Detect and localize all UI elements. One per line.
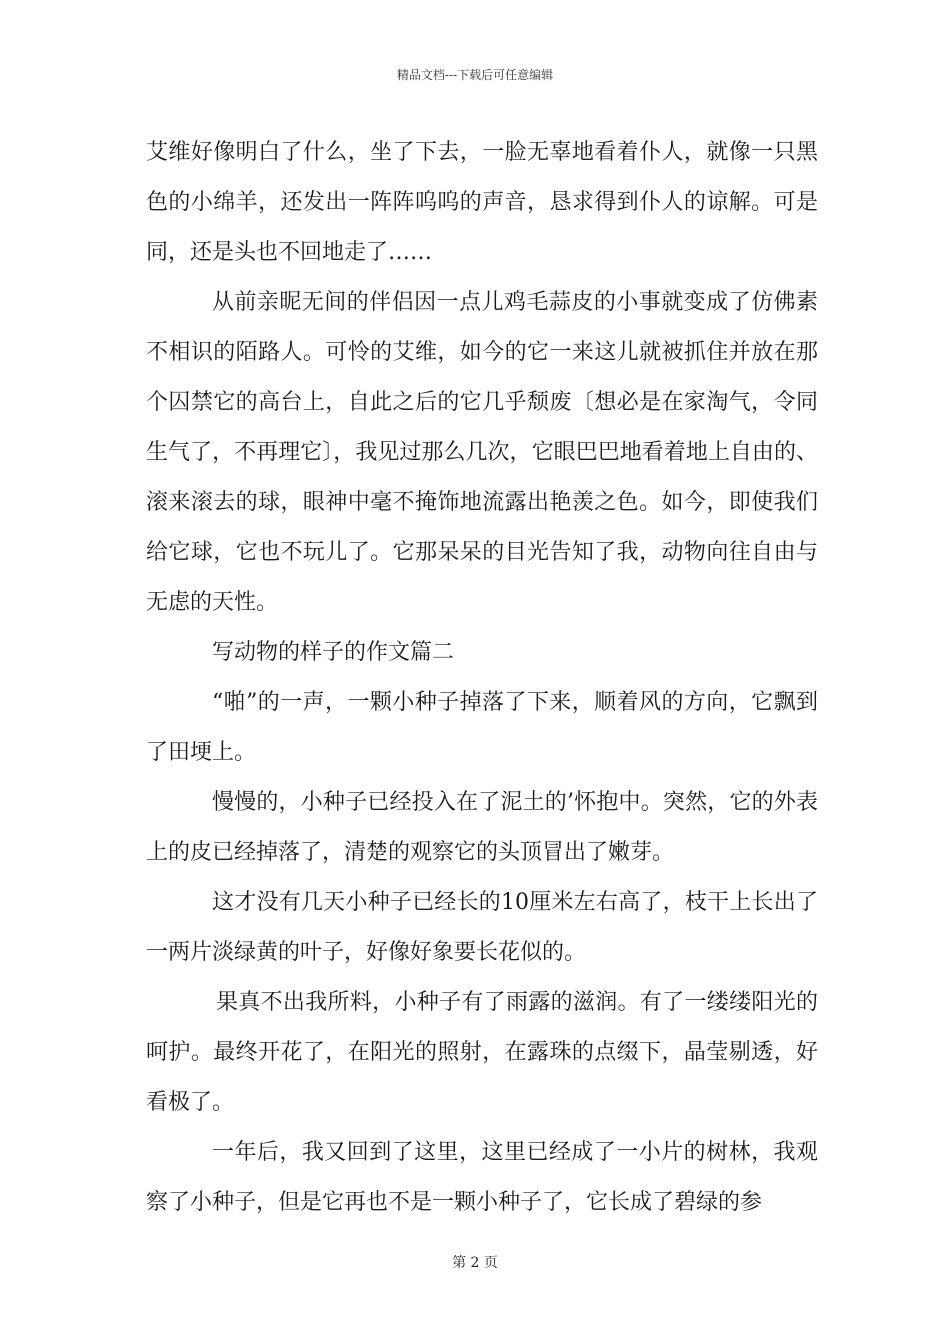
paragraph: 这才没有几天小种子已经长的10厘米左右高了，枝干上长出了一两片淡绿黄的叶子，好像好象要长花似的。	[146, 890, 818, 965]
paragraph: 慢慢的，小种子已经投入在了泥土的’怀抱中。突然，它的外表上的皮已经掉落了，清楚的观察它的头顶冒出了嫩芽。	[146, 790, 818, 865]
paragraph: 一年后，我又回到了这里，这里已经成了一小片的树林，我观察了小种子，但是它再也不是一颗小种子了，它长成了碧绿的参	[146, 1140, 818, 1215]
section-heading: 写动物的样子的作文篇二	[212, 640, 455, 665]
page-number: 第 2 页	[452, 1255, 498, 1271]
paragraph: 从前亲昵无间的伴侣因一点儿鸡毛蒜皮的小事就变成了仿佛素不相识的陌路人。可怜的艾维，如今的它一来这儿就被抓住并放在那个囚禁它的高台上，自此之后的它几乎颓废〔想必是在家淘气，令同生气了，不再理它〕，我见过那么几次，它眼巴巴地看着地上自由的、滚来滚去的球，眼神中毫不掩饰地流露出艳羡之色。如今，即使我们给它球，它也不玩儿了。它那呆呆的目光告知了我，动物向往自由与无虑的天性。	[146, 290, 818, 615]
page-header: 精品文档---下载后可任意编辑	[396, 68, 554, 82]
paragraph: “啪”的一声，一颗小种子掉落了下来，顺着风的方向，它飘到了田埂上。	[146, 690, 818, 765]
document-body	[146, 128, 818, 1228]
paragraph: 果真不出我所料，小种子有了雨露的滋润。有了一缕缕阳光的呵护。最终开花了，在阳光的照射，在露珠的点缀下，晶莹剔透，好看极了。	[146, 990, 818, 1115]
paragraph-continuation: 艾维好像明白了什么，坐了下去，一脸无辜地看着仆人，就像一只黑色的小绵羊，还发出一阵阵呜呜的声音，恳求得到仆人的谅解。可是同，还是头也不回地走了……	[146, 140, 818, 265]
